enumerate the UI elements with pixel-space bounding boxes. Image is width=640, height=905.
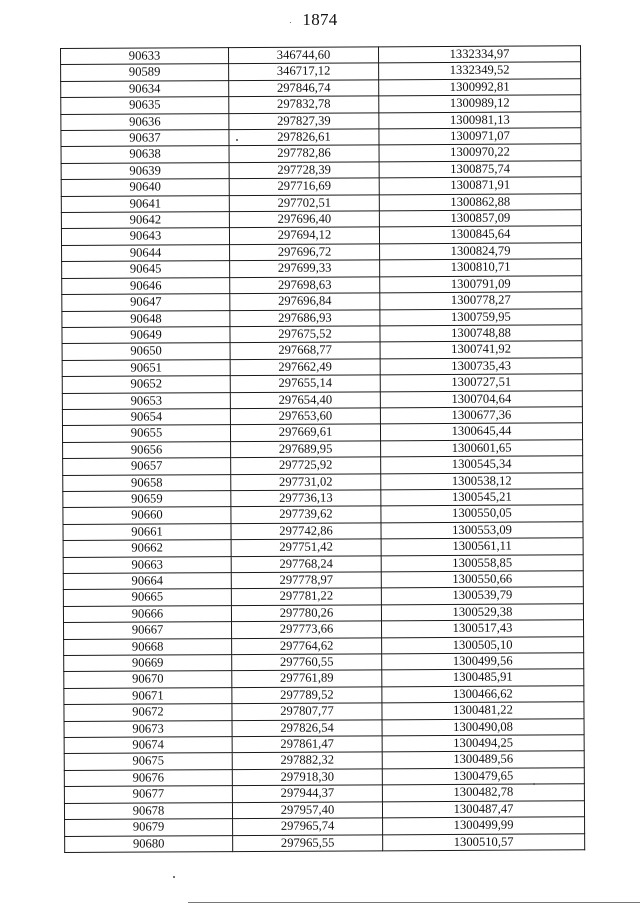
y-coordinate-cell: 1300466,62 xyxy=(382,686,584,703)
table-row xyxy=(64,784,584,803)
x-coordinate-cell: 297696,72 xyxy=(230,244,380,261)
point-number-cell: 90657 xyxy=(63,458,231,475)
y-coordinate-cell: 1300545,21 xyxy=(381,489,583,506)
y-coordinate-cell: 1300875,74 xyxy=(379,161,581,178)
x-coordinate-cell: 297773,66 xyxy=(232,621,382,638)
table-row xyxy=(63,604,583,623)
table-row xyxy=(65,817,585,836)
scan-speck xyxy=(236,139,238,141)
y-coordinate-cell: 1300517,43 xyxy=(382,620,584,637)
y-coordinate-cell: 1300857,09 xyxy=(379,210,581,227)
point-number-cell: 90676 xyxy=(64,769,232,786)
x-coordinate-cell: 297653,60 xyxy=(230,408,380,425)
x-coordinate-cell: 297764,62 xyxy=(232,637,382,654)
point-number-cell: 90642 xyxy=(61,212,229,229)
table-row xyxy=(64,718,584,737)
x-coordinate-cell: 297662,49 xyxy=(230,359,380,376)
table-row xyxy=(64,768,584,787)
point-number-cell: 90671 xyxy=(64,687,232,704)
y-coordinate-cell: 1300704,64 xyxy=(380,390,582,407)
point-number-cell: 90654 xyxy=(62,409,230,426)
table-row xyxy=(62,374,582,393)
y-coordinate-cell: 1300748,88 xyxy=(380,325,582,342)
y-coordinate-cell: 1300992,81 xyxy=(379,79,581,96)
table-row xyxy=(62,390,582,409)
point-number-cell: 90668 xyxy=(64,638,232,655)
x-coordinate-cell: 297731,02 xyxy=(231,473,381,490)
point-number-cell: 90641 xyxy=(61,195,229,212)
x-coordinate-cell: 297832,78 xyxy=(229,96,379,113)
point-number-cell: 90672 xyxy=(64,704,232,721)
point-number-cell: 90675 xyxy=(64,753,232,770)
y-coordinate-cell: 1300601,65 xyxy=(381,440,583,457)
y-coordinate-cell: 1332349,52 xyxy=(379,62,581,79)
table-row xyxy=(61,177,581,196)
point-number-cell: 90678 xyxy=(64,802,232,819)
y-coordinate-cell: 1300545,34 xyxy=(381,456,583,473)
table-row xyxy=(61,193,581,212)
x-coordinate-cell: 297669,61 xyxy=(230,424,380,441)
point-number-cell: 90663 xyxy=(63,556,231,573)
table-row xyxy=(64,636,584,655)
point-number-cell: 90589 xyxy=(61,64,229,81)
y-coordinate-cell: 1300727,51 xyxy=(380,374,582,391)
x-coordinate-cell: 297751,42 xyxy=(231,539,381,556)
table-row xyxy=(63,456,583,475)
table-row xyxy=(62,275,582,294)
point-number-cell: 90637 xyxy=(61,130,229,147)
y-coordinate-cell: 1300499,99 xyxy=(383,817,585,834)
x-coordinate-cell: 297702,51 xyxy=(229,194,379,211)
table-row xyxy=(63,505,583,524)
point-number-cell: 90667 xyxy=(64,622,232,639)
table-row xyxy=(63,554,583,573)
point-number-cell: 90665 xyxy=(63,589,231,606)
table-row xyxy=(61,210,581,229)
point-number-cell: 90680 xyxy=(65,835,233,852)
page-number: 1874 xyxy=(302,10,338,29)
x-coordinate-cell: 297694,12 xyxy=(229,227,379,244)
x-coordinate-cell: 297739,62 xyxy=(231,506,381,523)
point-number-cell: 90670 xyxy=(64,671,232,688)
y-coordinate-cell: 1300538,12 xyxy=(381,472,583,489)
point-number-cell: 90669 xyxy=(64,655,232,672)
x-coordinate-cell: 297846,74 xyxy=(229,80,379,97)
y-coordinate-cell: 1300510,57 xyxy=(383,833,585,850)
point-number-cell: 90646 xyxy=(62,277,230,294)
y-coordinate-cell: 1300561,11 xyxy=(381,538,583,555)
table-row xyxy=(64,620,584,639)
y-coordinate-cell: 1300778,27 xyxy=(380,292,582,309)
table-row xyxy=(64,751,584,770)
x-coordinate-cell: 297686,93 xyxy=(230,309,380,326)
coordinates-table xyxy=(60,45,585,853)
point-number-cell: 90647 xyxy=(62,294,230,311)
x-coordinate-cell: 297826,54 xyxy=(232,719,382,736)
x-coordinate-cell: 297957,40 xyxy=(232,802,382,819)
x-coordinate-cell: 297861,47 xyxy=(232,736,382,753)
y-coordinate-cell: 1300550,05 xyxy=(381,505,583,522)
point-number-cell: 90673 xyxy=(64,720,232,737)
point-number-cell: 90660 xyxy=(63,507,231,524)
y-coordinate-cell: 1300989,12 xyxy=(379,95,581,112)
table-row xyxy=(63,472,583,491)
table-row xyxy=(61,79,581,98)
table-row xyxy=(62,243,582,262)
y-coordinate-cell: 1300845,64 xyxy=(379,226,581,243)
table-row xyxy=(61,62,581,81)
point-number-cell: 90656 xyxy=(63,441,231,458)
y-coordinate-cell: 1300485,91 xyxy=(382,669,584,686)
point-number-cell: 90661 xyxy=(63,523,231,540)
x-coordinate-cell: 297781,22 xyxy=(231,588,381,605)
y-coordinate-cell: 1300558,85 xyxy=(381,554,583,571)
x-coordinate-cell: 297782,86 xyxy=(229,145,379,162)
table-row xyxy=(62,423,582,442)
table-row xyxy=(61,111,581,130)
x-coordinate-cell: 297699,33 xyxy=(230,260,380,277)
x-coordinate-cell: 297689,95 xyxy=(231,441,381,458)
point-number-cell: 90658 xyxy=(63,474,231,491)
x-coordinate-cell: 297742,86 xyxy=(231,523,381,540)
y-coordinate-cell: 1300741,92 xyxy=(380,341,582,358)
x-coordinate-cell: 297698,63 xyxy=(230,277,380,294)
point-number-cell: 90644 xyxy=(62,244,230,261)
point-number-cell: 90664 xyxy=(63,573,231,590)
x-coordinate-cell: 297696,40 xyxy=(229,211,379,228)
y-coordinate-cell: 1300490,08 xyxy=(382,718,584,735)
table-row xyxy=(61,226,581,245)
y-coordinate-cell: 1300489,56 xyxy=(382,751,584,768)
table-row xyxy=(63,571,583,590)
x-coordinate-cell: 297736,13 xyxy=(231,490,381,507)
point-number-cell: 90679 xyxy=(65,819,233,836)
table-row xyxy=(63,538,583,557)
point-number-cell: 90659 xyxy=(63,491,231,508)
x-coordinate-cell: 297655,14 xyxy=(230,375,380,392)
x-coordinate-cell: 297827,39 xyxy=(229,112,379,129)
point-number-cell: 90636 xyxy=(61,113,229,130)
y-coordinate-cell: 1300677,36 xyxy=(380,407,582,424)
y-coordinate-cell: 1300970,22 xyxy=(379,144,581,161)
table-row xyxy=(62,325,582,344)
table-row xyxy=(63,489,583,508)
point-number-cell: 90666 xyxy=(63,605,231,622)
scan-speck xyxy=(173,876,175,878)
y-coordinate-cell: 1300550,66 xyxy=(381,571,583,588)
point-number-cell: 90674 xyxy=(64,737,232,754)
x-coordinate-cell: 297826,61 xyxy=(229,129,379,146)
point-number-cell: 90677 xyxy=(64,786,232,803)
y-coordinate-cell: 1300810,71 xyxy=(380,259,582,276)
point-number-cell: 90638 xyxy=(61,146,229,163)
y-coordinate-cell: 1300481,22 xyxy=(382,702,584,719)
x-coordinate-cell: 297780,26 xyxy=(231,605,381,622)
table-row xyxy=(62,308,582,327)
y-coordinate-cell: 1300553,09 xyxy=(381,522,583,539)
y-coordinate-cell: 1300539,79 xyxy=(381,587,583,604)
coordinates-table-body xyxy=(61,46,585,853)
table-row xyxy=(64,800,584,819)
x-coordinate-cell: 297807,77 xyxy=(232,703,382,720)
x-coordinate-cell: 297696,84 xyxy=(230,293,380,310)
x-coordinate-cell: 297882,32 xyxy=(232,752,382,769)
table-row xyxy=(61,161,581,180)
y-coordinate-cell: 1300487,47 xyxy=(382,800,584,817)
table-row xyxy=(62,407,582,426)
y-coordinate-cell: 1300971,07 xyxy=(379,128,581,145)
table-row xyxy=(64,702,584,721)
point-number-cell: 90635 xyxy=(61,97,229,114)
y-coordinate-cell: 1300499,56 xyxy=(382,653,584,670)
table-row xyxy=(61,128,581,147)
x-coordinate-cell: 297789,52 xyxy=(232,687,382,704)
x-coordinate-cell: 297668,77 xyxy=(230,342,380,359)
y-coordinate-cell: 1300871,91 xyxy=(379,177,581,194)
x-coordinate-cell: 297725,92 xyxy=(231,457,381,474)
y-coordinate-cell: 1300981,13 xyxy=(379,111,581,128)
x-coordinate-cell: 297761,89 xyxy=(232,670,382,687)
table-row xyxy=(62,341,582,360)
table-row xyxy=(61,46,581,65)
point-number-cell: 90662 xyxy=(63,540,231,557)
x-coordinate-cell: 297654,40 xyxy=(230,391,380,408)
point-number-cell: 90634 xyxy=(61,80,229,97)
table-row xyxy=(61,95,581,114)
y-coordinate-cell: 1300791,09 xyxy=(380,275,582,292)
table-row xyxy=(62,357,582,376)
table-row xyxy=(63,522,583,541)
point-number-cell: 90639 xyxy=(61,162,229,179)
x-coordinate-cell: 297716,69 xyxy=(229,178,379,195)
table-row xyxy=(63,587,583,606)
y-coordinate-cell: 1300759,95 xyxy=(380,308,582,325)
x-coordinate-cell: 346717,12 xyxy=(229,63,379,80)
point-number-cell: 90633 xyxy=(61,48,229,65)
y-coordinate-cell: 1300824,79 xyxy=(380,243,582,260)
x-coordinate-cell: 297965,55 xyxy=(233,834,383,851)
x-coordinate-cell: 297728,39 xyxy=(229,162,379,179)
point-number-cell: 90649 xyxy=(62,327,230,344)
point-number-cell: 90648 xyxy=(62,310,230,327)
y-coordinate-cell: 1300529,38 xyxy=(381,604,583,621)
scan-speck xyxy=(290,22,291,23)
y-coordinate-cell: 1300479,65 xyxy=(382,768,584,785)
x-coordinate-cell: 297760,55 xyxy=(232,654,382,671)
x-coordinate-cell: 346744,60 xyxy=(229,47,379,64)
y-coordinate-cell: 1332334,97 xyxy=(378,46,580,63)
table-row xyxy=(63,440,583,459)
scan-edge-line xyxy=(188,902,640,903)
scan-speck xyxy=(533,783,535,785)
point-number-cell: 90655 xyxy=(62,425,230,442)
x-coordinate-cell: 297675,52 xyxy=(230,326,380,343)
point-number-cell: 90650 xyxy=(62,343,230,360)
x-coordinate-cell: 297944,37 xyxy=(232,785,382,802)
x-coordinate-cell: 297918,30 xyxy=(232,769,382,786)
point-number-cell: 90645 xyxy=(62,261,230,278)
y-coordinate-cell: 1300862,88 xyxy=(379,193,581,210)
point-number-cell: 90651 xyxy=(62,359,230,376)
x-coordinate-cell: 297778,97 xyxy=(231,572,381,589)
y-coordinate-cell: 1300482,78 xyxy=(382,784,584,801)
table-row xyxy=(61,144,581,163)
y-coordinate-cell: 1300505,10 xyxy=(382,636,584,653)
table-row xyxy=(64,653,584,672)
table-row xyxy=(64,735,584,754)
point-number-cell: 90653 xyxy=(62,392,230,409)
point-number-cell: 90652 xyxy=(62,376,230,393)
table-row xyxy=(64,686,584,705)
y-coordinate-cell: 1300645,44 xyxy=(380,423,582,440)
point-number-cell: 90640 xyxy=(61,179,229,196)
x-coordinate-cell: 297965,74 xyxy=(233,818,383,835)
y-coordinate-cell: 1300494,25 xyxy=(382,735,584,752)
x-coordinate-cell: 297768,24 xyxy=(231,555,381,572)
table-row xyxy=(64,669,584,688)
table-row xyxy=(65,833,585,852)
y-coordinate-cell: 1300735,43 xyxy=(380,357,582,374)
point-number-cell: 90643 xyxy=(61,228,229,245)
table-row xyxy=(62,259,582,278)
table-row xyxy=(62,292,582,311)
